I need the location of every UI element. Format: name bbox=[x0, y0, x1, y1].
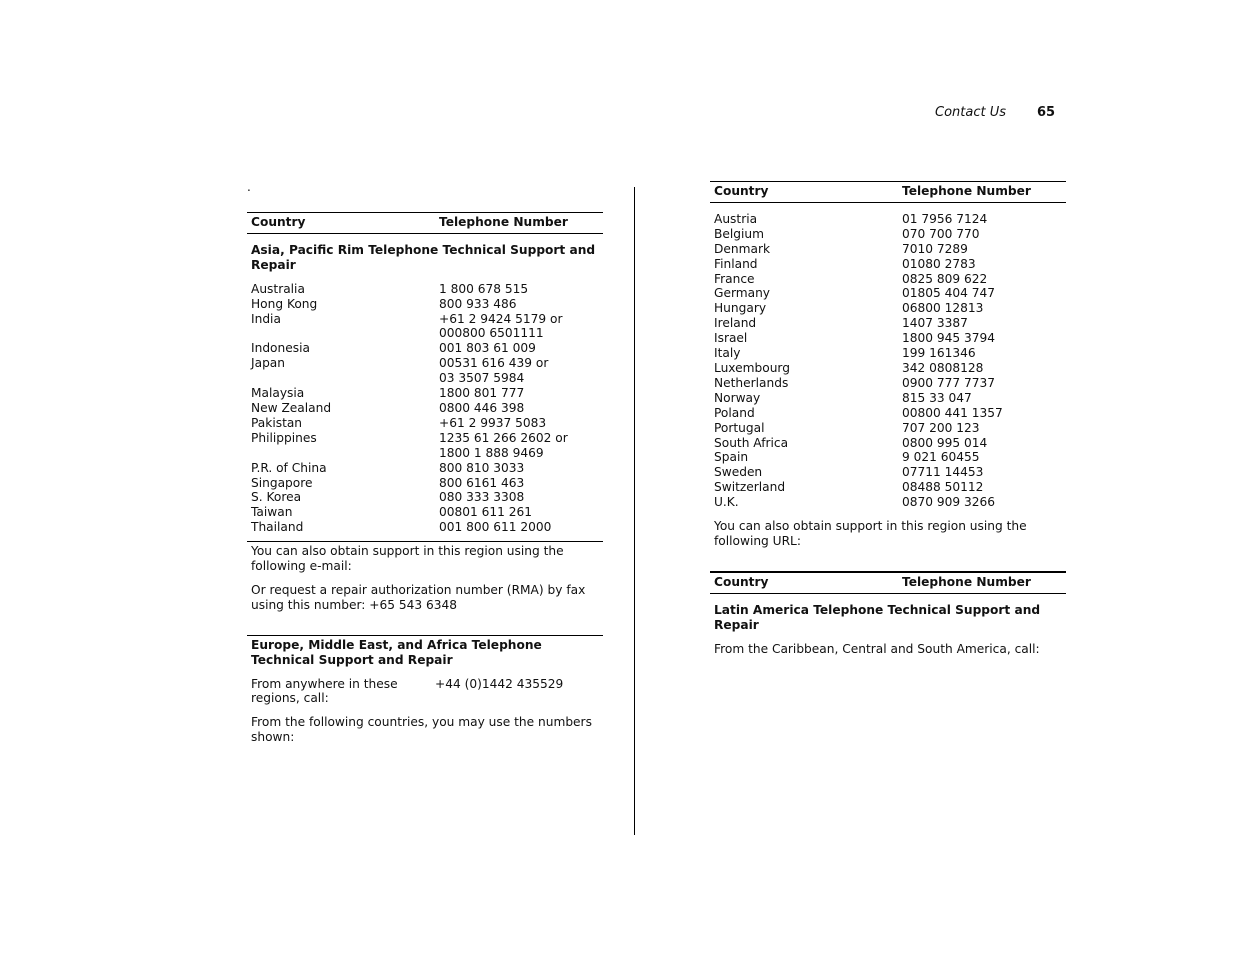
emea-section-title: Europe, Middle East, and Africa Telephone Technical Support and Repair bbox=[251, 637, 542, 667]
country-cell: Belgium bbox=[714, 226, 764, 241]
table-row bbox=[714, 346, 1062, 361]
phone-cell: 03 3507 5984 bbox=[439, 371, 525, 386]
phone-cell: 800 933 486 bbox=[439, 296, 517, 311]
table-row bbox=[251, 461, 599, 476]
emea-col-phone: Telephone Number bbox=[902, 184, 1031, 198]
country-cell: Finland bbox=[714, 256, 758, 271]
phone-cell: 08488 50112 bbox=[902, 480, 984, 495]
country-cell: South Africa bbox=[714, 435, 789, 450]
country-cell: Ireland bbox=[714, 316, 757, 331]
phone-cell: 01080 2783 bbox=[902, 256, 976, 271]
emea-url-note: You can also obtain support in this region using the following URL: bbox=[714, 519, 1027, 548]
country-cell: India bbox=[251, 311, 281, 326]
latam-table-header bbox=[710, 571, 1066, 594]
table-row bbox=[251, 282, 599, 297]
table-row bbox=[251, 371, 599, 386]
table-row bbox=[251, 312, 599, 327]
phone-cell: 342 0808128 bbox=[902, 360, 984, 375]
table-row bbox=[251, 520, 599, 535]
table-row bbox=[251, 431, 599, 446]
table-row bbox=[251, 490, 599, 505]
country-cell: Denmark bbox=[714, 241, 771, 256]
phone-cell: 0900 777 7737 bbox=[902, 375, 996, 390]
phone-cell: 0870 909 3266 bbox=[902, 495, 996, 510]
table-row bbox=[714, 331, 1062, 346]
table-row bbox=[714, 495, 1062, 510]
country-cell: Singapore bbox=[251, 475, 313, 490]
table-row bbox=[714, 227, 1062, 242]
table-row bbox=[251, 341, 599, 356]
table-row bbox=[251, 505, 599, 520]
phone-cell: 1 800 678 515 bbox=[439, 281, 529, 296]
phone-cell: 001 803 61 009 bbox=[439, 341, 536, 356]
country-cell: Luxembourg bbox=[714, 360, 790, 375]
emea-countries-note: From the following countries, you may use the numbers shown: bbox=[251, 715, 592, 745]
country-cell: Taiwan bbox=[251, 505, 293, 520]
phone-cell: 0800 995 014 bbox=[902, 435, 988, 450]
country-cell: S. Korea bbox=[251, 490, 302, 505]
table-row bbox=[714, 242, 1062, 257]
country-cell: Japan bbox=[251, 356, 285, 371]
phone-cell: 1235 61 266 2602 or bbox=[439, 430, 568, 445]
country-cell: Israel bbox=[714, 331, 748, 346]
table-row bbox=[714, 465, 1062, 480]
phone-cell: 07711 14453 bbox=[902, 465, 984, 480]
country-cell: Germany bbox=[714, 286, 771, 301]
emea-anywhere-row bbox=[247, 668, 603, 707]
phone-cell: 1800 945 3794 bbox=[902, 331, 996, 346]
country-cell: U.K. bbox=[714, 495, 739, 510]
table-row bbox=[714, 272, 1062, 287]
table-row bbox=[714, 361, 1062, 376]
table-row bbox=[714, 286, 1062, 301]
country-cell: Poland bbox=[714, 405, 755, 420]
table-row bbox=[714, 421, 1062, 436]
country-cell: Hungary bbox=[714, 301, 767, 316]
phone-cell: 01 7956 7124 bbox=[902, 211, 988, 226]
table-row bbox=[714, 376, 1062, 391]
page-number: 65 bbox=[1037, 105, 1056, 120]
phone-cell: 1407 3387 bbox=[902, 316, 968, 331]
table-row bbox=[714, 480, 1062, 495]
country-cell: New Zealand bbox=[251, 400, 332, 415]
phone-cell: 001 800 611 2000 bbox=[439, 520, 552, 535]
country-cell: Austria bbox=[714, 211, 758, 226]
phone-cell: 0825 809 622 bbox=[902, 271, 988, 286]
left-column bbox=[247, 212, 603, 745]
asia-col-country: Country bbox=[251, 215, 306, 229]
latam-col-country: Country bbox=[714, 574, 769, 589]
table-row bbox=[714, 301, 1062, 316]
running-header-title: Contact Us bbox=[935, 105, 1006, 120]
country-cell: P.R. of China bbox=[251, 460, 327, 475]
table-row bbox=[714, 450, 1062, 465]
country-cell: Norway bbox=[714, 390, 761, 405]
country-cell: Pakistan bbox=[251, 415, 303, 430]
table-row bbox=[714, 212, 1062, 227]
latam-section-title: Latin America Telephone Technical Support and Repair bbox=[714, 602, 1041, 632]
emea-col-country: Country bbox=[714, 184, 769, 198]
phone-cell: 800 6161 463 bbox=[439, 475, 525, 490]
country-cell: Thailand bbox=[251, 520, 304, 535]
table-row bbox=[251, 386, 599, 401]
latam-col-phone: Telephone Number bbox=[902, 574, 1031, 589]
country-cell bbox=[251, 446, 439, 461]
table-row bbox=[714, 316, 1062, 331]
table-row bbox=[251, 401, 599, 416]
emea-table-header bbox=[710, 181, 1066, 203]
country-cell: France bbox=[714, 271, 755, 286]
stray-mark: . bbox=[247, 180, 251, 194]
table-row bbox=[714, 436, 1062, 451]
phone-cell: 01805 404 747 bbox=[902, 286, 996, 301]
phone-cell: 815 33 047 bbox=[902, 390, 972, 405]
column-divider bbox=[634, 187, 635, 835]
country-cell: Netherlands bbox=[714, 375, 789, 390]
phone-cell: 800 810 3033 bbox=[439, 460, 525, 475]
table-row bbox=[251, 416, 599, 431]
table-row bbox=[714, 391, 1062, 406]
phone-cell: 00531 616 439 or bbox=[439, 356, 549, 371]
country-cell: Malaysia bbox=[251, 386, 305, 401]
country-cell bbox=[251, 371, 439, 386]
phone-cell: 000800 6501111 bbox=[439, 326, 544, 341]
country-cell: Portugal bbox=[714, 420, 765, 435]
table-row bbox=[714, 257, 1062, 272]
phone-cell: 707 200 123 bbox=[902, 420, 980, 435]
country-cell: Switzerland bbox=[714, 480, 786, 495]
table-row bbox=[251, 446, 599, 461]
asia-section-title: Asia, Pacific Rim Telephone Technical Support and Repair bbox=[251, 242, 596, 272]
phone-cell: 070 700 770 bbox=[902, 226, 980, 241]
asia-email-note: You can also obtain support in this region using the following e-mail: bbox=[251, 544, 564, 574]
phone-cell: 1800 1 888 9469 bbox=[439, 445, 544, 460]
emea-phone-list bbox=[710, 203, 1066, 510]
table-row bbox=[251, 476, 599, 491]
phone-cell: 7010 7289 bbox=[902, 241, 968, 256]
emea-anywhere-phone: +44 (0)1442 435529 bbox=[435, 676, 564, 691]
phone-cell: 9 021 60455 bbox=[902, 450, 980, 465]
table-row bbox=[714, 406, 1062, 421]
emea-anywhere-label: From anywhere in these regions, call: bbox=[251, 676, 398, 706]
phone-cell: 1800 801 777 bbox=[439, 386, 525, 401]
phone-cell: 00800 441 1357 bbox=[902, 405, 1003, 420]
asia-phone-list bbox=[247, 273, 603, 535]
phone-cell: 06800 12813 bbox=[902, 301, 984, 316]
phone-cell: +61 2 9424 5179 or bbox=[439, 311, 563, 326]
country-cell: Sweden bbox=[714, 465, 763, 480]
asia-table-header bbox=[247, 212, 603, 234]
country-cell: Hong Kong bbox=[251, 296, 318, 311]
table-row bbox=[251, 356, 599, 371]
asia-col-phone: Telephone Number bbox=[439, 215, 568, 229]
country-cell: Italy bbox=[714, 346, 741, 361]
phone-cell: 080 333 3308 bbox=[439, 490, 525, 505]
country-cell: Australia bbox=[251, 281, 305, 296]
table-row bbox=[251, 326, 599, 341]
country-cell: Indonesia bbox=[251, 341, 310, 356]
country-cell: Spain bbox=[714, 450, 749, 465]
phone-cell: 0800 446 398 bbox=[439, 400, 525, 415]
country-cell: Philippines bbox=[251, 430, 317, 445]
table-row bbox=[251, 297, 599, 312]
phone-cell: +61 2 9937 5083 bbox=[439, 415, 547, 430]
asia-fax-note: Or request a repair authorization number (RMA) by fax using this number: +65 543 6348 bbox=[251, 582, 586, 612]
phone-cell: 00801 611 261 bbox=[439, 505, 533, 520]
phone-cell: 199 161346 bbox=[902, 346, 976, 361]
latam-note: From the Caribbean, Central and South America, call: bbox=[714, 641, 1040, 656]
country-cell bbox=[251, 326, 439, 341]
right-column bbox=[710, 181, 1066, 656]
